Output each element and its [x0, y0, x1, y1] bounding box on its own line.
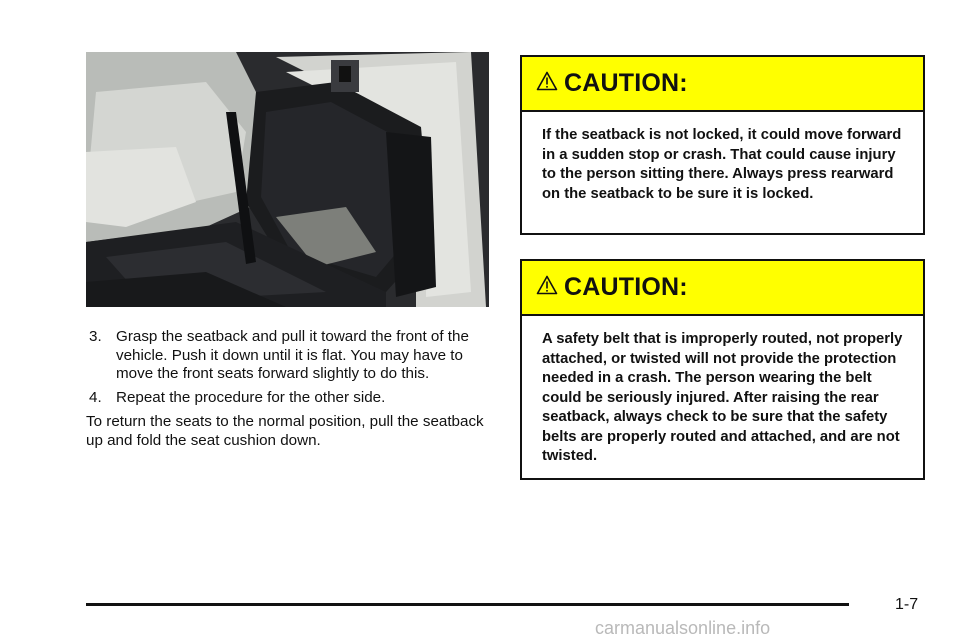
watermark: carmanualsonline.info	[595, 618, 771, 638]
caution-header	[522, 57, 923, 112]
instructions	[86, 328, 491, 451]
caution-text: If the seatback is not locked, it could move forward in a sudden stop or crash. That could cause injury to the person sitting there. Always press rearward on the seatback to be sure it is locked.	[542, 127, 902, 202]
caution-header	[522, 261, 923, 316]
caution-box	[520, 55, 925, 235]
warning-triangle-icon	[536, 275, 558, 295]
caution-text: A safety belt that is improperly routed, not properly attached, or twisted will not provide the protection needed in a crash. The person wearing the belt could be seriously injured. After raising the rear seatback, always check to be sure that the safety belts are properly routed and attached, and are not twisted.	[542, 331, 903, 464]
caution-title: CAUTION:	[564, 273, 688, 301]
return-seats-paragraph: To return the seats to the normal position, pull the seatback up and fold the seat cushion down.	[86, 413, 484, 449]
step-text: Grasp the seatback and pull it toward the front of the vehicle. Push it down until it is flat. You may have to move the front seats forward slightly to do this.	[116, 328, 469, 383]
seat-photo	[86, 52, 489, 307]
step-number: 3.	[89, 328, 102, 345]
caution-box	[520, 259, 925, 480]
footer-rule	[86, 603, 849, 606]
caution-title: CAUTION:	[564, 69, 688, 97]
page-number: 1-7	[895, 596, 919, 613]
step-number: 4.	[89, 388, 102, 406]
step-text: Repeat the procedure for the other side.	[116, 388, 386, 406]
step-item	[86, 328, 491, 384]
step-item	[86, 389, 491, 408]
seat-photo-illustration	[86, 52, 489, 307]
warning-triangle-icon	[536, 71, 558, 91]
